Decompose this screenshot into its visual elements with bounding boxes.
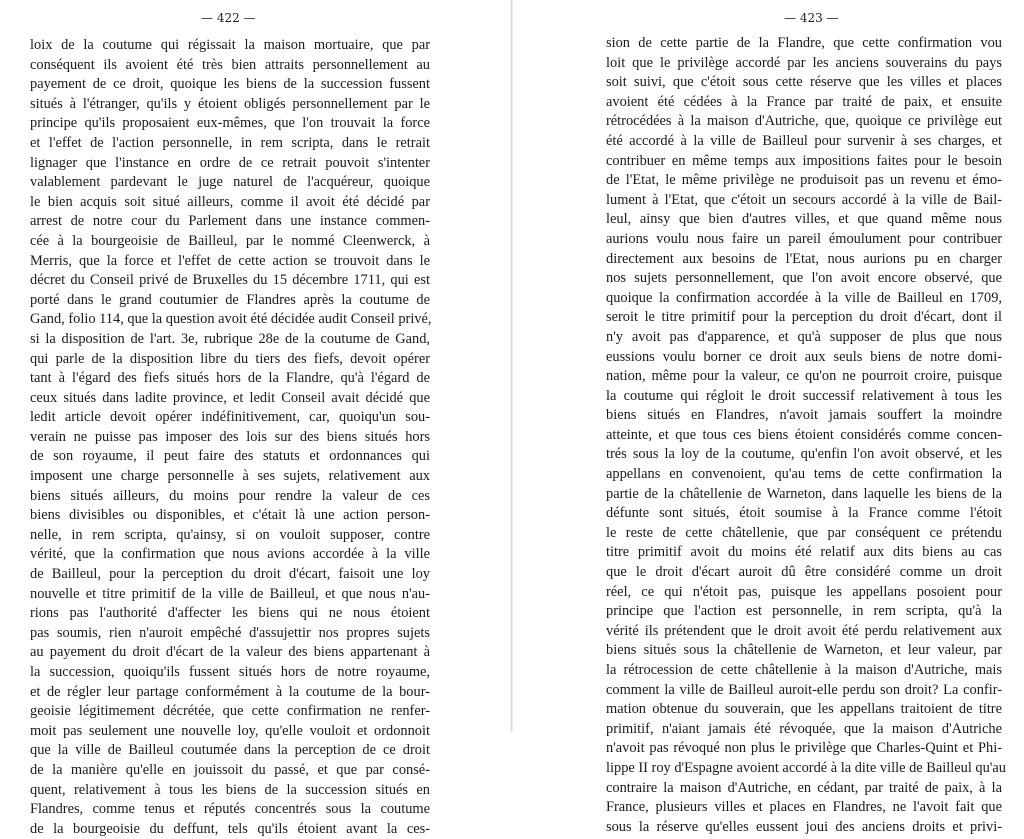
text-line: nouvelle et titre primitif de la ville de Bailleul, et que nous n'au- [30, 585, 430, 602]
text-line: atteinte, et que tous ces biens étoient considérés comme concen- [606, 426, 1002, 443]
text-line: de Bailleul, pour la perception du droit d'écart, faisoit une loy [30, 566, 430, 583]
text-line: soit suivi, que c'étoit sous cette réserve que les villes et places [606, 74, 1002, 91]
text-line: contraire la maison d'Autriche, en cédant, par traité de paix, à la [606, 779, 1002, 796]
text-line: et de régler leur partage conformément à la coutume de la bour- [30, 683, 430, 700]
text-line: aurions voulu nous faire un pareil émoulument pour contribuer [606, 230, 1002, 247]
text-line: conséquent ils avoient été très bien attraits personnellement au [30, 56, 430, 73]
text-line: loit que le privilège accordé par les anciens souverains du pays [606, 54, 1002, 71]
text-line: tant à l'égard des fiefs situés hors de la Flandre, qu'à l'égard de [30, 370, 430, 387]
text-line: verain ne puisse pas imposer des lois sur des biens situés hors [30, 428, 430, 445]
text-line: ledit article devoit opérer indéfinitivement, car, quoiqu'un sou- [30, 409, 430, 426]
text-line: n'avoit pas révoqué non plus le privilège que Charles-Quint et Phi- [606, 740, 1002, 757]
text-line: biens divisibles ou disponibles, et c'était là une action person- [30, 507, 430, 524]
page-text [606, 34, 1006, 837]
text-line: leul, ainsy que bien d'autres villes, et que quand même nous [606, 211, 1002, 228]
text-line: mation obtenue du souverain, que les appellans traitoient de titre [606, 701, 1002, 718]
text-line: nos sujets personnellement, que l'on avoit encore observé, que [606, 270, 1002, 287]
text-line: primitif, n'aiant jamais été révoquée, que la maison d'Autriche [606, 720, 1002, 737]
text-line: réel, ce qui n'étoit pas, puisque les appellans posoient pour [606, 583, 1002, 600]
text-line: le bien acquis soit situé ailleurs, comme il avoit été décidé par [30, 193, 430, 210]
left-page [30, 0, 432, 837]
text-line: quent, relativement à tous les biens de la succession situés en [30, 781, 430, 798]
text-line: lignager que l'instance en ordre de ce retrait pouvoit s'intenter [30, 154, 430, 171]
text-line: sous la réserve qu'elles eussent joui des anciens droits et privi- [606, 818, 1002, 835]
text-line: biens situés en Flandres, n'avoit jamais souffert la moindre [606, 407, 1002, 424]
text-line: quoique la confirmation accordée à la ville de Bailleul en 1709, [606, 289, 1002, 306]
text-line: au payement du droit d'écart de la valeur des biens appartenant à [30, 644, 430, 661]
text-line: rétrocédées à la maison d'Autriche, que, quoique ce privilège eut [606, 113, 1002, 130]
text-line: comment la ville de Bailleul auroit-elle perdu son droit? La confir- [606, 681, 1002, 698]
text-line: rions pas l'authorité d'affecter les biens qui ne nous étoient [30, 605, 430, 622]
text-line: que la ville de Bailleul coutumée dans la perception de ce droit [30, 742, 430, 759]
page-text [30, 36, 430, 839]
text-line: nelle, in rem scripta, qu'ainsy, si on vouloit supposer, contre [30, 526, 430, 543]
text-line: loix de la coutume qui régissait la maison mortuaire, que par [30, 37, 430, 53]
text-line: partie de la châtellenie de Warneton, dans laquelle les biens de la [606, 485, 1002, 502]
text-line: qui parle de la disposition libre du tiers des fiefs, devoit opérer [30, 350, 430, 367]
text-line: biens situés ailleurs, du moins pour rendre la valeur de ces [30, 487, 430, 504]
text-line: principe qu'ils proposaient eux-mêmes, que l'on trouvait la force [30, 115, 430, 132]
text-line: n'y avoit pas d'apparence, et qu'à supposer de plus que nous [606, 328, 1002, 345]
text-line: ceux situés dans ladite province, et ledit Conseil avait décidé que [30, 389, 430, 406]
text-line: vérité ils prétendent que le droit avoit été perdu relativement aux [606, 622, 1002, 639]
text-line: principe que l'action est personnelle, in rem scripta, qu'à la [606, 603, 1002, 620]
text-line: porté dans le grand coutumier de Flandres après la coutume de [30, 291, 430, 308]
text-line: France, plusieurs villes et places en Flandres, ne l'avoit fait que [606, 799, 1002, 816]
text-line: si la disposition de l'art. 3e, rubrique 28e de la coutume de Gand, [30, 330, 430, 347]
text-line: défunte sont situés, étoit soumise à la France comme l'étoit [606, 505, 1002, 522]
text-line: imposent une charge personnelle à ses sujets, relativement aux [30, 468, 430, 485]
text-line: cée à la bourgeoisie de Bailleul, par le nommé Cleenwerck, à [30, 232, 430, 249]
text-line: pas soumis, rien n'auroit empêché d'assujettir nos propres sujets [30, 624, 430, 641]
text-line: Merris, que la force et l'effet de cette action se trouvoit dans le [30, 252, 430, 269]
text-line: seroit le titre primitif pour la perception du droit d'écart, dont il [606, 309, 1002, 326]
text-line: nation, même pour la valeur, ce qu'on ne pourroit croire, puisque [606, 368, 1002, 385]
text-line: biens situés sous la châtellenie de Warneton, et leur valeur, par [606, 642, 1002, 659]
page-number: — 422 — [201, 11, 256, 25]
text-line: trés sous la loy de la coutume, qu'enfin l'on avoit observé, et les [606, 446, 1002, 463]
text-line: la coutume qui régloit le droit successif relativement à tous les [606, 387, 1002, 404]
text-line: et l'effet de l'action personnelle, in rem scripta, dans le retrait [30, 134, 430, 151]
text-line: appellans en convenoient, qu'au tems de cette confirmation la [606, 466, 1002, 483]
text-line: situés à l'étranger, qu'ils y étoient obligés personnellement par le [30, 95, 430, 112]
text-line: Gand, folio 114, que la question avoit été décidée audit Conseil privé, [30, 311, 432, 328]
text-line: titre primitif avoit du moins été relatif aux dits biens au cas [606, 544, 1002, 561]
text-line: la succession, quoiqu'ils fussent situés hors de notre royaume, [30, 664, 430, 680]
text-line: de l'Etat, le même privilège ne produisoit pas un revenu et émo- [606, 172, 1002, 189]
text-line: lument à l'Etat, que c'étoit un secours accordé à la ville de Bail- [606, 191, 1002, 208]
text-line: avoient été cédées à la France par traité de paix, et ensuite [606, 93, 1002, 110]
text-line: contribuer en même temps aux impositions faites pour le besoin [606, 152, 1002, 169]
text-line: été accordé à la ville de Bailleul pour survenir à ses charges, et [606, 132, 1002, 149]
text-line: lippe II roy d'Espagne avoient accordé à la dite ville de Bailleul qu'au [606, 759, 1006, 776]
text-line: moit pas seulement une nouvelle loy, qu'elle vouloit et ordonnoit [30, 722, 430, 739]
text-line: la rétrocession de cette châtellenie à la maison d'Autriche, mais [606, 662, 1002, 678]
text-line: le reste de cette châtellenie, que par conséquent ce prétendu [606, 524, 1002, 541]
text-line: directement aux besoins de l'Etat, nous aurions pu en charger [606, 250, 1002, 267]
text-line: que le droit d'écart auroit dû être considéré comme un droit [606, 564, 1002, 581]
text-line: payement de ce droit, quoique les biens de la succession fussent [30, 76, 430, 93]
text-line: de la bourgeoisie du deffunt, tels qu'ils étoient avant la ces- [30, 820, 430, 837]
text-line: arrest de notre cour du Parlement dans une instance commen- [30, 213, 430, 230]
right-page [606, 0, 1006, 835]
text-line: Flandres, comme tenus et réputés concentrés sous la coutume [30, 801, 430, 818]
text-line: geoisie légitimement décrétée, que cette confirmation ne renfer- [30, 703, 430, 720]
page-number: — 423 — [784, 11, 839, 25]
text-line: de son royaume, il peut faire des statuts et ordonnances qui [30, 448, 430, 465]
text-line: eussions voulu borner ce droit aux seuls biens de notre domi- [606, 348, 1002, 365]
text-line: de la manière qu'elle en jouissoit du passé, et que par consé- [30, 761, 430, 778]
text-line: sion de cette partie de la Flandre, que cette confirmation vou [606, 35, 1002, 51]
text-line: valablement pardevant le juge naturel de l'acquéreur, quoique [30, 174, 430, 191]
text-line: décret du Conseil privé de Bruxelles du 15 décembre 1711, qui est [30, 272, 430, 289]
gutter-divider [510, 0, 513, 732]
text-line: vérité, que la confirmation que nous avions accordée à la ville [30, 546, 430, 563]
